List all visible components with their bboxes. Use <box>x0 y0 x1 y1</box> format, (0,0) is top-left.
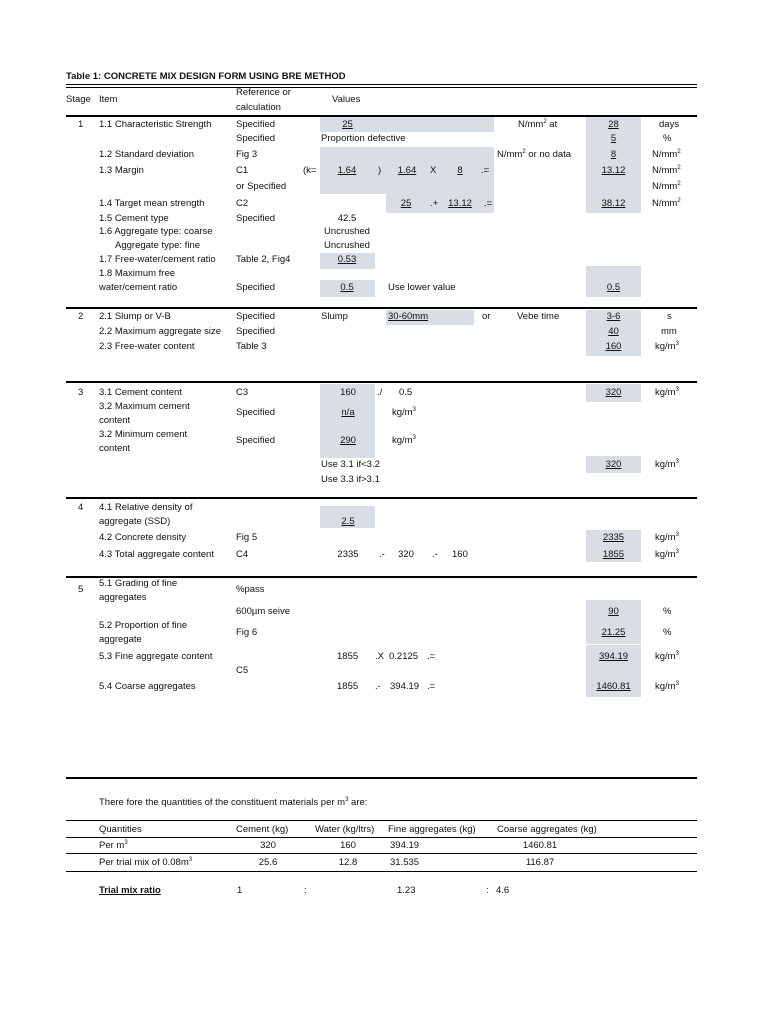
item-1-4: 1.4 Target mean strength <box>99 198 205 209</box>
item-1-6b: Aggregate type: fine <box>115 240 201 251</box>
unit-5-3: $kg/m^3$ <box>655 650 679 662</box>
result-cement: 320 <box>605 387 622 398</box>
unit-percent: % <box>663 133 672 144</box>
value-characteristic-strength: 25 <box>342 119 353 130</box>
col-water: Water (kg/ltrs) <box>315 824 375 835</box>
stage-4: 4 <box>78 502 84 513</box>
unit-3-1: $kg/m^3$ <box>655 386 679 398</box>
col-cement: Cement (kg) <box>236 824 289 835</box>
col-fine: Fine aggregates (kg) <box>388 824 476 835</box>
col-coarse: Coarse aggregates (kg) <box>497 824 597 835</box>
unit-4-2: $kg/m^3$ <box>655 531 679 543</box>
summary-bottom-rule <box>66 871 697 872</box>
value-coarse-type: Uncrushed <box>324 226 370 237</box>
item-2-3: 2.3 Free-water content <box>99 341 195 352</box>
ratio-coarse: 4.6 <box>496 885 510 896</box>
result-defective: 5 <box>610 133 617 144</box>
value-water: 160 <box>452 549 468 560</box>
item-1-2: 1.2 Standard deviation <box>99 149 195 160</box>
unit-5-4: $kg/m^3$ <box>655 680 679 692</box>
result-vebe: 3-6 <box>606 311 621 322</box>
table-title: Table 1: CONCRETE MIX DESIGN FORM USING BRE METHOD <box>66 71 346 82</box>
stage-1-rule <box>66 307 697 309</box>
value-fine: 394.19 <box>390 681 420 692</box>
stage-1: 1 <box>78 119 84 130</box>
header-calculation: calculation <box>236 102 281 113</box>
stage-3: 3 <box>78 387 84 398</box>
op-minus-3: .- <box>375 681 381 692</box>
unit-1-3: $N/mm^2$ <box>652 164 681 176</box>
header-reference: Reference or <box>236 87 291 98</box>
ref-5-3: C5 <box>236 665 249 676</box>
value-fine-type: Uncrushed <box>324 240 370 251</box>
op-equals-2: .= <box>484 198 493 209</box>
value-fck: 25 <box>400 198 412 209</box>
value-density: 2335 <box>337 549 359 560</box>
value-sd: 8 <box>457 165 463 176</box>
item-4-1b: aggregate (SSD) <box>99 516 171 527</box>
ratio-colon-2: : <box>486 885 489 896</box>
stage-3-rule <box>66 497 697 499</box>
result-coarse-aggregate: 1460.81 <box>596 681 631 692</box>
title-rule-1 <box>66 84 697 85</box>
stage-5: 5 <box>78 584 84 595</box>
item-2-2: 2.2 Maximum aggregate size <box>99 326 221 337</box>
ref-5-1b: 600µm seive <box>236 606 291 617</box>
op-plus: .+ <box>430 198 439 209</box>
paren: ) <box>378 165 382 176</box>
row2-fine: 31.535 <box>390 857 420 868</box>
op-equals: .= <box>481 165 490 176</box>
label-proportion-defective: Proportion defective <box>321 133 406 144</box>
unit-5-2: % <box>663 627 672 638</box>
ref-1-3b: or Specified <box>236 181 287 192</box>
note-lower-value: Use lower value <box>388 282 456 293</box>
item-1-3: 1.3 Margin <box>99 165 144 176</box>
result-fine-proportion: 21.25 <box>601 627 626 638</box>
ref-1-1: Specified <box>236 119 276 130</box>
value-relative-density: 2.5 <box>341 516 355 527</box>
ref-3-2: Specified <box>236 407 276 418</box>
item-4-2: 4.2 Concrete density <box>99 532 187 543</box>
result-water: 160 <box>605 341 622 352</box>
value-agg-1: 1855 <box>337 651 359 662</box>
item-2-1: 2.1 Slump or V-B <box>99 311 171 322</box>
ref-1-3: C1 <box>236 165 249 176</box>
item-5-1: 5.1 Grading of fine <box>99 578 178 589</box>
unit-1-4: $N/mm^2$ <box>652 197 681 209</box>
row1-water: 160 <box>340 840 356 851</box>
unit-4-3: $kg/m^3$ <box>655 548 679 560</box>
value-wc: 0.5 <box>399 387 413 398</box>
op-times: X <box>430 165 437 176</box>
unit-mm: mm <box>661 326 677 337</box>
ref-1-7: Table 2, Fig4 <box>236 254 291 265</box>
row-label-trial: Per trial mix of $0.08m^3$ <box>99 856 193 868</box>
ref-5-2: Fig 6 <box>236 627 258 638</box>
row-label-per-m3: Per $m^3$ <box>99 839 128 851</box>
unit-days: days <box>659 119 680 130</box>
value-cement-type: 42.5 <box>337 213 357 224</box>
value-water-content: 160 <box>340 387 356 398</box>
op-equals-3: .= <box>427 651 436 662</box>
row2-cement: 25.6 <box>258 857 278 868</box>
item-3-1: 3.1 Cement content <box>99 387 182 398</box>
summary-header-rule <box>66 837 697 838</box>
value-proportion: 0.2125 <box>389 651 419 662</box>
op-minus-2: .- <box>432 549 438 560</box>
header-item: Item <box>99 94 118 105</box>
item-5-2b: aggregate <box>99 634 142 645</box>
ratio-colon-1: : <box>304 885 307 896</box>
item-3-2: 3.2 Maximum cement <box>99 401 190 412</box>
ref-3-3: Specified <box>236 435 276 446</box>
title-rule-2 <box>66 87 697 88</box>
stage-2-rule <box>66 381 697 383</box>
row2-water: 12.8 <box>338 857 358 868</box>
item-1-6: 1.6 Aggregate type: coarse <box>99 226 213 237</box>
value-min-cement: 290 <box>340 435 356 446</box>
ref-3-1: C3 <box>236 387 249 398</box>
item-1-7: 1.7 Free-water/cement ratio <box>99 254 216 265</box>
value-cement: 320 <box>398 549 414 560</box>
ref-1-4: C2 <box>236 198 249 209</box>
result-concrete-density: 2335 <box>602 532 625 543</box>
value-k: 1.64 <box>337 165 357 176</box>
result-passing: 90 <box>608 606 619 617</box>
op-equals-4: .= <box>427 681 436 692</box>
result-max-agg: 40 <box>608 326 619 337</box>
label-slump: Slump <box>321 311 348 322</box>
value-slump: 30-60mm <box>388 311 429 322</box>
ref-1-8: Specified <box>236 282 276 293</box>
result-days: 28 <box>608 119 619 130</box>
item-1-1: 1.1 Characteristic Strength <box>99 119 212 130</box>
note-use-3-1: Use 3.1 if<3.2 <box>321 459 380 470</box>
item-5-2: 5.2 Proportion of fine <box>99 620 188 631</box>
item-1-8: 1.8 Maximum free <box>99 268 176 279</box>
value-max-wc: 0.5 <box>340 282 354 293</box>
unit-strength: $N/mm^2$ at <box>518 118 558 130</box>
note-use-3-3: Use 3.3 if>3.1 <box>321 474 380 485</box>
ref-1-1b: Specified <box>236 133 276 144</box>
result-total-aggregate: 1855 <box>602 549 625 560</box>
unit-1-2: $N/mm^2$ <box>652 148 681 160</box>
summary-top-rule <box>66 820 697 821</box>
unit-2-3: $kg/m^3$ <box>655 340 679 352</box>
value-agg-2: 1855 <box>337 681 359 692</box>
ratio-fine: 1.23 <box>397 885 416 896</box>
item-5-3: 5.3 Fine aggregate content <box>99 651 213 662</box>
ratio-cement: 1 <box>237 885 243 896</box>
ref-4-2: Fig 5 <box>236 532 258 543</box>
result-fine-aggregate: 394.19 <box>598 651 629 662</box>
ref-1-2: Fig 3 <box>236 149 258 160</box>
result-margin: 13.12 <box>601 165 626 176</box>
ref-1-5: Specified <box>236 213 276 224</box>
item-5-1b: aggregates <box>99 592 147 603</box>
label-k: (k= <box>303 165 317 176</box>
trial-mix-ratio-label: Trial mix ratio <box>99 885 161 896</box>
unit-3-2: $kg/m^3$ <box>392 406 416 418</box>
unit-5-1: % <box>663 606 672 617</box>
item-5-4: 5.4 Coarse aggregates <box>99 681 196 692</box>
header-values: Values <box>332 94 361 105</box>
value-max-cement: n/a <box>341 407 355 418</box>
row1-fine: 394.19 <box>390 840 420 851</box>
op-times-2: .X <box>375 651 384 662</box>
op-divide: ./ <box>377 387 383 398</box>
value-k-2: 1.64 <box>397 165 417 176</box>
ref-4-3: C4 <box>236 549 249 560</box>
stage-2: 2 <box>78 311 84 322</box>
item-1-8b: water/cement ratio <box>99 282 178 293</box>
col-quantities: Quantities <box>99 824 142 835</box>
unit-1-3b: $N/mm^2$ <box>652 180 681 192</box>
ref-5-1: %pass <box>236 584 265 595</box>
ref-2-2: Specified <box>236 326 276 337</box>
unit-std-dev: $N/mm^2$ or no data <box>497 148 572 160</box>
summary-row-rule <box>66 853 697 854</box>
result-cement-final: 320 <box>605 459 622 470</box>
item-4-1: 4.1 Relative density of <box>99 502 193 513</box>
unit-3-4: $kg/m^3$ <box>655 458 679 470</box>
result-std-dev: 8 <box>610 149 617 160</box>
stage-5-rule <box>66 777 697 779</box>
ref-2-3: Table 3 <box>236 341 267 352</box>
header-stage: Stage <box>66 94 91 105</box>
unit-3-3: $kg/m^3$ <box>392 434 416 446</box>
item-3-3: 3.2 Minimum cement <box>99 429 188 440</box>
item-3-2b: content <box>99 415 131 426</box>
op-minus-1: .- <box>379 549 385 560</box>
item-4-3: 4.3 Total aggregate content <box>99 549 214 560</box>
value-wc-ratio: 0.53 <box>337 254 357 265</box>
value-margin: 13.12 <box>448 198 472 209</box>
ref-2-1: Specified <box>236 311 276 322</box>
label-vebe: Vebe time <box>517 311 560 322</box>
item-3-3b: content <box>99 443 131 454</box>
row1-coarse: 1460.81 <box>522 840 558 851</box>
row2-coarse: 116.87 <box>525 857 555 868</box>
result-target-strength: 38.12 <box>601 198 626 209</box>
item-1-5: 1.5 Cement type <box>99 213 169 224</box>
unit-seconds: s <box>667 311 672 322</box>
label-or: or <box>482 311 491 322</box>
result-wc: 0.5 <box>606 282 621 293</box>
summary-intro: There fore the quantities of the constituent materials per $m^3$ are: <box>99 796 368 808</box>
row1-cement: 320 <box>260 840 276 851</box>
